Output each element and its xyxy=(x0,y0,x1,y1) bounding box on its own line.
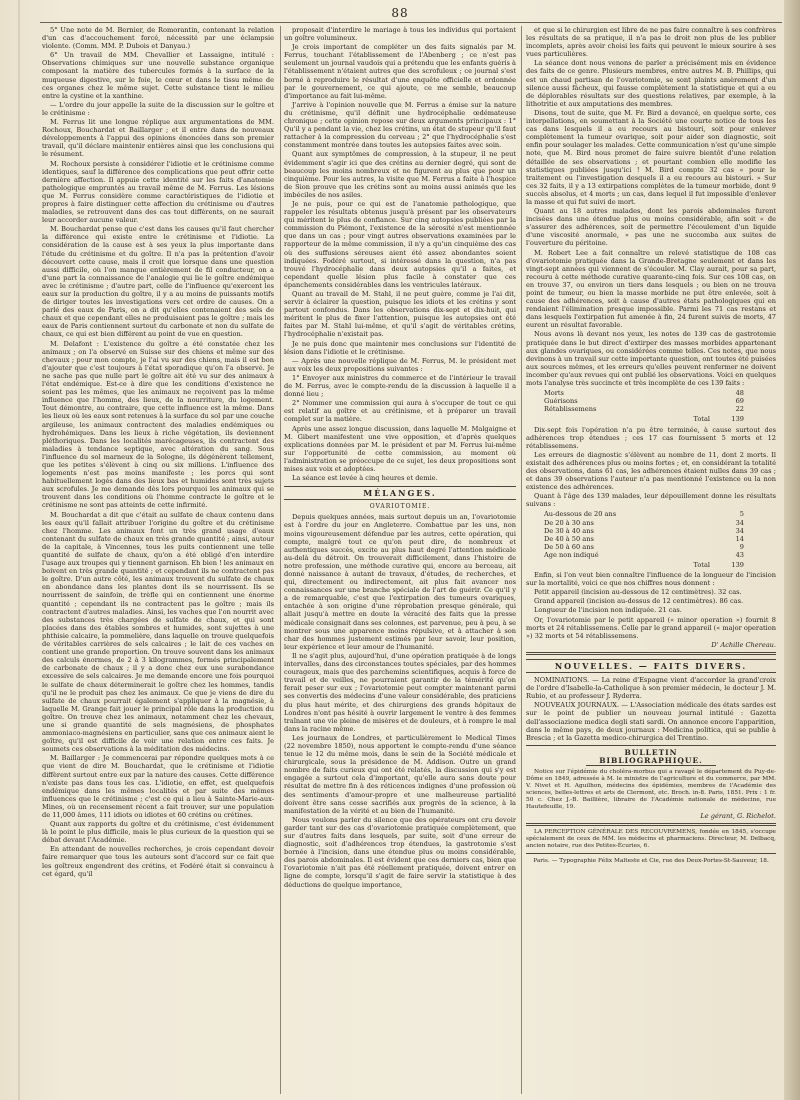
advertisement: LA PERCEPTION GÉNÉRALE DES RECOUVREMENS, fondée en 1845, s'occupe spécialement de ceux de MM. les médecins et pharmaciens. Directeur, M. Delbacq, ancien notaire, rue des Petites-Écuries, 6. xyxy=(526,829,776,850)
paragraph: proposait d'interdire le mariage à tous les individus qui portaient un goître volumineux. xyxy=(284,26,516,43)
row-label: Guérisons xyxy=(544,397,578,406)
paragraph: Enfin, si l'on veut bien connaître l'influence de la longueur de l'incision sur la mortalité, voici ce que nos chiffres nous donnent : xyxy=(526,571,776,588)
paragraph: Quant aux rapports du goître et du crétinisme, c'est évidemment là le point le plus difficile, mais le plus curieux de la question qui se débat devant l'Académie. xyxy=(42,820,274,845)
news-items xyxy=(526,676,776,742)
paragraph: M. Robert Lee a fait connaître un relevé statistique de 108 cas d'ovariotomie pratiquée dans la Grande-Bretagne seulement et dans les vingt-sept années qui viennent de s'écouler. M. Clay aurait, pour sa part, recouru à cette méthode curative quarante-cinq fois. Sur ces 108 cas, on en trouve 37, ou environ un tiers dans lesquels ; ou bien on ne trouva point de tumeur, ou bien la masse morbide ne put être enlevée, soit à cause des adhérences, soit à cause d'autres états pathologiques qui en rendaient l'élimination presque impossible. Parmi les 71 cas restans et dans lesquels l'extirpation fut amenée à fin, 24 furent suivis de morts, 47 eurent un résultat favorable. xyxy=(526,248,776,330)
column-divider xyxy=(521,26,522,1094)
age-table xyxy=(544,510,744,559)
paragraph: Quant au 18 autres malades, dont les parois abdominales furent incisées dans une étendue plus ou moins considérable, afin soit « de s'assurer des adhérences, soit de permettre l'écoulement d'un liquide d'une viscosité anormale, » pas une ne succomba aux suites de l'ouverture du péritoine. xyxy=(526,207,776,248)
paragraph: M. Ferrus lit une longue réplique aux argumentations de MM. Rochoux, Bouchardat et Baillarger ; et il entre dans de nouveaux développements à l'appui des opinions énoncées dans son premier travail, qu'il déclare maintenir entières ainsi que les conclusions qui le résument. xyxy=(42,118,274,159)
divider xyxy=(526,823,776,826)
column-3-end-paragraphs xyxy=(526,571,776,640)
row-value: 69 xyxy=(735,397,744,406)
column-1 xyxy=(42,26,274,1094)
row-label: Age non indiqué xyxy=(544,550,599,559)
row-label: De 40 à 50 ans xyxy=(544,534,594,543)
row-value: 9 xyxy=(739,542,744,551)
results-table xyxy=(544,389,744,413)
row-label: Au-dessous de 20 ans xyxy=(544,510,617,519)
section-title-melanges: MÉLANGES. xyxy=(284,486,516,500)
paragraph: Dix-sept fois l'opération n'a pu être terminée, à cause surtout des adhérences trop étendues ; ces 17 cas fournissent 5 morts et 12 rétablissemens. xyxy=(526,425,776,450)
row-label: Morts xyxy=(544,389,564,398)
paragraph: 5° Une note de M. Bernier, de Romorantin, contenant la relation d'un cas d'accouchement forcé, nécessité par une éclampsie violente. (Comm. MM. P. Dubois et Danyau.) xyxy=(42,26,274,51)
column-2 xyxy=(284,26,516,1094)
paragraph: Nous voulons parler du silence que des opérateurs ont cru devoir garder tant sur des cas d'ovariotomie pratiquée complètement, que sur d'autres faits dans lesquels, par suite, soit d'une erreur de diagnostic, soit d'adhérences trop étendues, la gastrotomie s'est bornée à l'incision, dans une étendue plus ou moins considérable, des parois abdominales. Il est évident que ces derniers cas, bien que l'ovariotomie n'ait pas été réellement pratiquée, doivent entrer en ligne de compte, lorsqu'il s'agit de faire servir la statistique à des déductions de quelque importance, xyxy=(284,815,516,889)
column-2-article xyxy=(284,513,516,888)
paragraph: Les erreurs de diagnostic s'élèvent au nombre de 11, dont 2 morts. Il existait des adhérences plus ou moins fortes ; et, en considérant la totalité des observations, dans 61 cas, les adhérences étaient nulles dans 39 cas ; et dans 39 observations l'auteur n'a pas mentionné l'existence ou la non existence des adhérences. xyxy=(526,450,776,492)
paragraph: NOMINATIONS. — La reine d'Espagne vient d'accorder la grand'croix de l'ordre d'Isabelle-la-Catholique à son premier médecin, le docteur J. M. Rubio, et au professeur J. Ryderra. xyxy=(526,676,776,701)
bibliography-title: BULLETIN BIBLIOGRAPHIQUE. xyxy=(586,749,716,766)
row-label: De 20 à 30 ans xyxy=(544,518,594,527)
table-row xyxy=(544,389,744,397)
total-label: Total xyxy=(693,415,710,424)
printer-imprint: Paris. — Typographie Félix Malteste et Cie, rue des Deux-Portes-St-Sauveur, 18. xyxy=(533,858,769,865)
column-2-paragraphs xyxy=(284,26,516,482)
paragraph: Longueur de l'incision non indiquée. 21 cas. xyxy=(534,606,682,615)
paragraph: Il ne s'agit plus, aujourd'hui, d'une opération pratiquée à de longs intervalles, dans des circonstances toutes spéciales, par des hommes courageux, mais que des parchemins scientifiques, acquis à force de travail et de veilles, ne pourraient garantir de la témérité qu'on ferait peser sur eux ; l'ovariotomie peut compter maintenant parmi ses convertis des médecins d'une valeur considérable, des praticiens du plus haut mérite, et des chirurgiens des grands hôpitaux de Londres n'ont pas hésité à ouvrir largement le ventre à des femmes traînant une vie pleine de misères et de douleurs, et à rompre le mal dans la racine même. xyxy=(284,651,516,733)
column-divider xyxy=(280,26,281,1094)
table-row xyxy=(544,535,744,543)
table-row xyxy=(544,405,744,413)
paragraph: Je ne puis, pour ce qui est de l'anatomie pathologique, que rappeler les résultats obtenus jusqu'à présent par les observateurs qui méritent le plus de confiance. Sur cinq autopsies publiées par la commission du Piémont, l'existence de la sérosité n'est mentionnée que dans un cas ; pour vingt autres observations examinées par le rapporteur de la même commission, il n'y a qu'un cinquième des cas où des suffusions séreuses aient été assez abondantes soient indiquées. Fodéré surtout, si intéressé dans la question, n'a pas trouvé l'hydrocéphalie dans deux autopsies qu'il a faites, et cependant quelle lésion plus facile à constater que ces épanchements considérables dans les ventricules latéraux. xyxy=(284,199,516,289)
table-row xyxy=(544,510,744,518)
paragraph: 2° Nommer une commission qui aura à s'occuper de tout ce qui est relatif au goître et au crétinisme, et à préparer un travail complet sur la matière. xyxy=(284,399,516,424)
table-row xyxy=(544,397,744,405)
divider xyxy=(526,745,776,746)
row-value: 43 xyxy=(735,550,744,559)
row-label: Rétablissemens xyxy=(544,405,597,414)
paragraph: La séance est levée à cinq heures et demie. xyxy=(292,474,438,483)
article-signature: D' Achille Chereau. xyxy=(711,640,776,649)
row-label: De 30 à 40 ans xyxy=(544,526,594,535)
paragraph: M. Delafont : L'existence du goître a été constatée chez les animaux ; on l'a observé en Suisse sur des chiens et même sur des chevaux ; pour mon compte, je l'ai vu sur des chiens, mais il est bon d'ajouter que c'est toujours à l'état sporadique qu'on l'a observé. Je ne sache pas que nulle part le goître ait été vu sur des animaux à l'état endémique. Est-ce à dire que les conditions d'existence ne soient pas les mêmes, que les animaux ne reçoivent pas la même influence que l'homme, des lieux, de la nourriture, du logement. Tout démontre, au contraire, que cette influence est la même. Dans les lieux où les eaux sont retenues à la surface du sol par une couche argileuse, les animaux contractent des maladies endémiques ou hydrohémiques. Dans les lieux à riche végétation, ils deviennent pléthoriques. Dans les localités marécageuses, ils contractent des maladies à tendance septique, avec altération du sang. Sous l'influence du sol marneux de la Sologne, ils dégénèrent tellement, que les petites s'élèvent à cinq ou six millions. L'influence des logements n'est pas moins manifeste ; les porcs qui sont habituellement logés dans des lieux bas et humides sont très sujets aux scrofules. Je me demande dès lors pourquoi les animaux qui se trouvent dans les conditions où l'homme contracte le goître et le crétinisme ne sont pas atteints de cette infirmité. xyxy=(42,339,274,510)
paragraph: — Après une nouvelle réplique de M. Ferrus, M. le président met aux voix les deux propositions suivantes : xyxy=(284,356,516,373)
divider xyxy=(526,652,776,655)
page-number: 88 xyxy=(391,6,409,20)
paragraph: M. Bouchardat pense que c'est dans les causes qu'il faut chercher la différence qui existe entre le crétinisme et l'idiotie. La considération de la cause est à ses yeux la plus importante dans l'étude du crétinisme et du goître. Il n'a pas la prétention d'avoir découvert cette cause, mais il croit que lorsque dans une question aussi difficile, où l'on manque entièrement de fil conducteur, on a d'une part la connaissance de l'analogie qui lie le goître endémique avec le crétinisme ; d'autre part, celle de l'influence qu'exercent les eaux sur la production du goître, il y a au moins de puissants motifs de diriger toutes les investigations vers cet ordre de causes. On a parlé des eaux de Paris, on a dit qu'elles contenaient des sels de chaux et que cependant elles ne produisaient pas le goître ; mais les eaux de Paris contiennent surtout du carbonate et non du sulfate de chaux, ce qui est bien différent au point de vue en question. xyxy=(42,225,274,339)
row-value: 34 xyxy=(735,526,744,535)
column-3-paragraphs xyxy=(526,26,776,387)
divider xyxy=(526,853,776,854)
table-row xyxy=(544,543,744,551)
row-value: 34 xyxy=(735,518,744,527)
paragraph: Quant au travail de M. Stahl, il ne peut guère, comme je l'ai dit, servir à éclairer la question, puisque les idiots et les crétins y sont partout confondus. Dans les observations dix-sept et dix-huit, qui méritent le plus de fixer l'attention, puisque les autopsies ont été faites par M. Stahl lui-même, et qu'il s'agit de véritables crétins, l'hydrocéphalie n'existait pas. xyxy=(284,290,516,339)
paragraph: 6° Un travail de MM. Chevallier et Lassaigne, intitulé : Observations chimiques sur une nouvelle substance organique composant la matière des tubercules formés à la surface de la muqueuse digestive, sur le foie, le cœur et dans le tissu même de ces organes chez le même sujet. Cette substance tient le milieu entre la cystine et la xanthine. xyxy=(42,51,274,100)
paragraph: La séance dont nous venons de parler a précisément mis en évidence des faits de ce genre. Plusieurs membres, entre autres M. B. Phillips, qui est un chaud partisan de l'ovariotomie, se sont plaints amèrement d'un silence aussi fâcheux, qui fausse complètement la statistique et qui a eu de déplorables résultats sur des questions relatives, par exemple, à la lithotritie et aux amputations des membres. xyxy=(526,59,776,108)
results-total-row xyxy=(544,415,744,423)
paragraph: M. Bouchardat a dit que c'était au sulfate de chaux contenu dans les eaux qu'il fallait attribuer l'origine du goître et du crétinisme chez l'homme. Les animaux font un très grand usage d'eaux contenant du sulfate de chaux en très grande quantité ; ainsi, autour de la capitale, à Vincennes, tous les puits contiennent une telle quantité de sulfate de chaux, qu'on a été obligé d'en interdire l'usage aux troupes qui y tiennent garnison. Eh bien ! les animaux en boivent en très grande quantité ; et cependant ils ne contractent pas le goître. D'un autre côté, les animaux trouvent du sulfate de chaux en abondance dans les plantes dont ils se nourrissent. Ils se nourrissent de sainfoin, de trèfle qui en contiennent une énorme quantité ; cependant ils ne contractent pas le goître ; mais ils contractent d'autres maladies. Ainsi, les vaches que l'on nourrit avec des substances très chargées de sulfate de chaux, et qui sont placées dans des étables sombres et humides, sont sujettes à une phthisie calcaire, la pommelière, dans laquelle on trouve quelquefois de véritables carrières de sels calcaires ; le lait de ces vaches en contient une grande proportion. On trouve souvent dans les animaux des calculs énormes, de 2 à 3 kilogrammes, formés principalement de carbonate de chaux ; il y a donc chez eux une surabondance excessive de sels calcaires. Je me demande encore une fois pourquoi le sulfate de chaux déterminerait le goître chez les hommes, tandis qu'il ne le produit pas chez les animaux. Ce que je viens de dire du sulfate de chaux pourrait également s'appliquer à la magnésie, à laquelle M. Grange fait jouer le principal rôle dans la production du goître. On trouve chez les animaux, notamment chez les chevaux, une si grande quantité de sels magnésiens, de phosphates ammoniaco-magnésiens en particulier, sans que ces animaux aient le goître, qu'il est difficile de voir une relation entre ces faits. Je soumets ces observations à la méditation des médecins. xyxy=(42,510,274,754)
column-3-mid-paragraphs xyxy=(526,426,776,509)
news-title: NOUVELLES. — FAITS DIVERS. xyxy=(526,659,776,673)
page-fold-line xyxy=(18,0,20,1100)
paragraph: et que si le chirurgien est libre de ne pas faire connaître à ses confrères les résultats de sa pratique, il n'a pas le droit non plus de les publier incomplets, après avoir choisi les faits qui peuvent le mieux sourire à ses vues particulières. xyxy=(526,26,776,59)
paragraph: Grand appareil (incision au-dessus de 12 centimètres). 86 cas. xyxy=(534,597,744,606)
paragraph: M. Rochoux persiste à considérer l'idiotie et le crétinisme comme identiques, sauf la différence des complications que peut offrir cette dernière affection. Il appuie cette identité sur les faits d'anatomie pathologique empruntés au travail même de M. Ferrus. Les lésions que M. Ferrus considère comme caractéristiques de l'idiotie et propres à faire distinguer cette affection du crétinisme ou d'autres maladies, se retrouvent dans des cas tout différents, on ne saurait leur accorder aucune valeur. xyxy=(42,159,274,225)
row-value: 5 xyxy=(739,510,744,519)
paragraph: Nous avons là devant nos yeux, les notes de 139 cas de gastrotomie pratiquée dans le but direct d'extirper des masses morbides appartenant aux glandes ovariques, ou considérées comme telles. Ces notes, que nous devinons à un travail sur cette importante question, ont toutes été puisées aux sources mêmes, et les erreurs qu'elles peuvent renfermer ne doivent incomber qu'aux revues qui ont publié les observations. Voici en quelques mots l'analyse très succincte et très incomplète de ces 139 faits : xyxy=(526,330,776,388)
paragraph: Disons, tout de suite, que M. Fr. Bird a devancé, en quelque sorte, ces interpellations, en soumettant à la Société une courte notice de tous les cas dans lesquels il a eu recours au bistouri, soit pour enlever complètement la tumeur ovarique, soit pour aider son diagnostic, soit enfin pour soulager les malades. Cette communication n'est qu'une simple note, que M. Bird nous promet de faire suivre bientôt d'une relation détaillée de ses observations ; et pourtant combien elle modifie les statistiques publiées jusqu'ici ! M. Bird compte 32 cas « pour le traitement ou l'investigation desquels il a eu recours au bistouri. » Sur ces 32 faits, il y a 13 extirpations complètes de la tumeur morbide, dont 9 succès absolus, et 4 morts ; un cas, dans lequel il fut impossible d'enlever la masse et qui fut suivi de mort. xyxy=(526,108,776,206)
paragraph: — L'ordre du jour appelle la suite de la discussion sur le goître et le crétinisme : xyxy=(42,100,274,117)
paragraph: Quant aux symptômes de compression, à la stupeur, il ne peut évidemment s'agir ici que des crétins au dernier degré, qui sont de beaucoup les moins nombreux et ne figurent au plus que pour un cinquième. Pour les autres, la visite que M. Ferrus a faite à l'hospice de Sion prouve que les crétins sont au moins aussi animés que les imbéciles de nos asiles. xyxy=(284,150,516,199)
table-row xyxy=(544,519,744,527)
paragraph: Petit appareil (incision au-dessous de 12 centimètres). 32 cas. xyxy=(534,588,742,597)
paragraph: Depuis quelques années, mais surtout depuis un an, l'ovariotomie est à l'ordre du jour en Angleterre. Combattue par les uns, non moins vigoureusement défendue par les autres, cette opération, qui compte, malgré tout ce qu'on peut dire, de nombreux et authentiques succès, excite au plus haut degré l'attention médicale au-delà du détroit. On trouverait difficilement, dans l'histoire de notre profession, une méthode curative qui, encore au berceau, ait donné naissance à autant de travaux, d'études, de recherches, et qui, directement ou indirectement, ait plus fait avancer nos connaissances sur une branche spéciale de l'art de guérir. Ce qu'il y a de remarquable, c'est que l'extirpation des tumeurs ovariques, entachée à son origine d'une réprobation presque générale, qui allait jusqu'à mettre en doute la véracité des faits que la presse médicale consignait dans ses colonnes, est parvenue, peu à peu, à se montrer sous une apparence moins répulsive, et à attacher à son char des hommes justement estimés par leur savoir, leur position, leur expérience et leur amour de l'humanité. xyxy=(284,513,516,651)
header-rule xyxy=(40,22,782,23)
table-row xyxy=(544,527,744,535)
gerant-line: Le gérant, G. Richelot. xyxy=(700,811,776,820)
paragraph: Les journaux de Londres, et particulièrement le Medical Times (22 novembre 1850), nous apportent le compte-rendu d'une séance tenue le 12 du même mois, dans le sein de la Société médicale et chirurgicale, sous la présidence de M. Addison. Outre un grand nombre de faits curieux qui ont été relatés, la discussion qui s'y est engagée a surtout cela d'important, qu'elle aura sans doute pour résultat de mettre fin à des réticences indignes d'une profession où des sentiments d'amour-propre et une malheureuse partialité doivent être sans cesse sacrifiés aux progrès de la science, à la manifestation de la vérité et au bien de l'humanité. xyxy=(284,733,516,815)
total-label: Total xyxy=(693,561,710,569)
paragraph: 1° Envoyer aux ministres du commerce et de l'intérieur le travail de M. Ferrus, avec le compte-rendu de la discussion à laquelle il a donné lieu ; xyxy=(284,373,516,399)
column-1-paragraphs xyxy=(42,26,274,878)
total-value: 139 xyxy=(731,561,744,569)
paragraph: En attendant de nouvelles recherches, je crois cependant devoir faire remarquer que tous les auteurs sont d'accord sur ce fait que les goîtreux engendrent des crétins, et Fodéré était si convaincu à cet égard, qu'il xyxy=(42,845,274,878)
row-label: De 50 à 60 ans xyxy=(544,542,594,551)
paragraph: Je crois important de compléter un des faits signalés par M. Ferrus, touchant l'établissement de l'Abenberg ; ce n'est pas seulement un journal vaudois qui a prétendu que les enfants guéris à l'établissement n'étaient autres que des scrofuleux ; ce journal s'est borné à reproduire le résultat d'une enquête officielle et ordonnée par le gouvernement, ce qui ajoute, ce me semble, beaucoup d'importance au fait lui-même. xyxy=(284,43,516,100)
table-row xyxy=(544,551,744,559)
subsection-title-ovariotomie: OVARIOTOMIE. xyxy=(369,503,431,511)
page-edge xyxy=(784,0,800,1100)
row-value: 22 xyxy=(735,405,744,414)
column-3 xyxy=(526,26,776,1094)
paragraph: Après une assez longue discussion, dans laquelle M. Malgaigne et M. Gibert manifestent une vive opposition, et d'après quelques explications données par M. le président et par M. Ferrus lui-même sur l'opportunité de cette commission, au moment où l'administration se préoccupe de ce sujet, les deux propositions sont mises aux voix et adoptées. xyxy=(284,424,516,473)
paragraph: Je ne puis donc que maintenir mes conclusions sur l'identité de lésion dans l'idiotie et le crétinisme. xyxy=(284,339,516,356)
paragraph: M. Baillarger : Je commencerai par répondre quelques mots à ce que vient de dire M. Bouchardat, que le crétinisme et l'idiotie diffèrent surtout entre eux par la nature des causes. Cette différence n'existe pas dans tous les cas. L'idiotie, en effet, est quelquefois endémique dans les mêmes localités et par suite des mêmes influences que le crétinisme ; c'est ce qui a lieu à Sainte-Marie-aux-Mines, où un recensement récent a fait trouver, sur une population de 11,000 âmes, 111 idiots ou idiotes et 60 crétins ou crétines. xyxy=(42,754,274,819)
paragraph: J'arrive à l'opinion nouvelle que M. Ferrus a émise sur la nature du crétinisme, qu'il définit une hydrocéphalie œdémateuse chronique ; cette opinion repose sur deux arguments principaux : 1° Qu'il y a pendant la vie, chez les crétins, un état de stupeur qu'il faut rattacher à la compression du cerveau ; 2° que l'hydrocéphalie s'est constamment montrée dans toutes les autopsies faites avec soin. xyxy=(284,100,516,150)
paragraph: Quant à l'âge des 139 malades, leur dépouillement donne les résultats suivans : xyxy=(526,492,776,509)
age-total-row xyxy=(544,561,744,569)
row-value: 14 xyxy=(735,534,744,543)
paragraph: Or, l'ovariotomie par le petit appareil (« minor operation ») fournit 8 morts et 24 rétablissemens. Celle par le grand appareil (« major operation ») 32 morts et 54 rétablissemens. xyxy=(526,615,776,640)
total-value: 139 xyxy=(731,415,744,424)
row-value: 48 xyxy=(735,389,744,398)
paragraph: NOUVEAUX JOURNAUX. — L'Association médicale des états sardes est sur le point de publier un nouveau journal intitulé : Gazetta dell'associazione medica degli stati sardi. On annonce encore l'apparition, dans le même pays, de deux journaux : Medicina politica, qui se publie à Brescia ; et la Gazetta medico-chirurgica del Trentino. xyxy=(526,701,776,742)
bibliography-entry: Notice sur l'épidémie du choléra-morbus qui a ravagé le département du Puy-de-Dôme en 1849, adressée à M. le ministre de l'agriculture et du commerce, par MM. V. Nivet et H. Aguilhon, médecins des épidémies, membres de l'Académie des sciences, belles-lettres et arts de Clermont, etc. Broch. in-8. Paris, 1851. Prix : 1 fr. 50 c. Chez J.-B. Baillière, libraire de l'Académie nationale de médecine, rue Hautefeuille, 19. xyxy=(526,768,776,810)
